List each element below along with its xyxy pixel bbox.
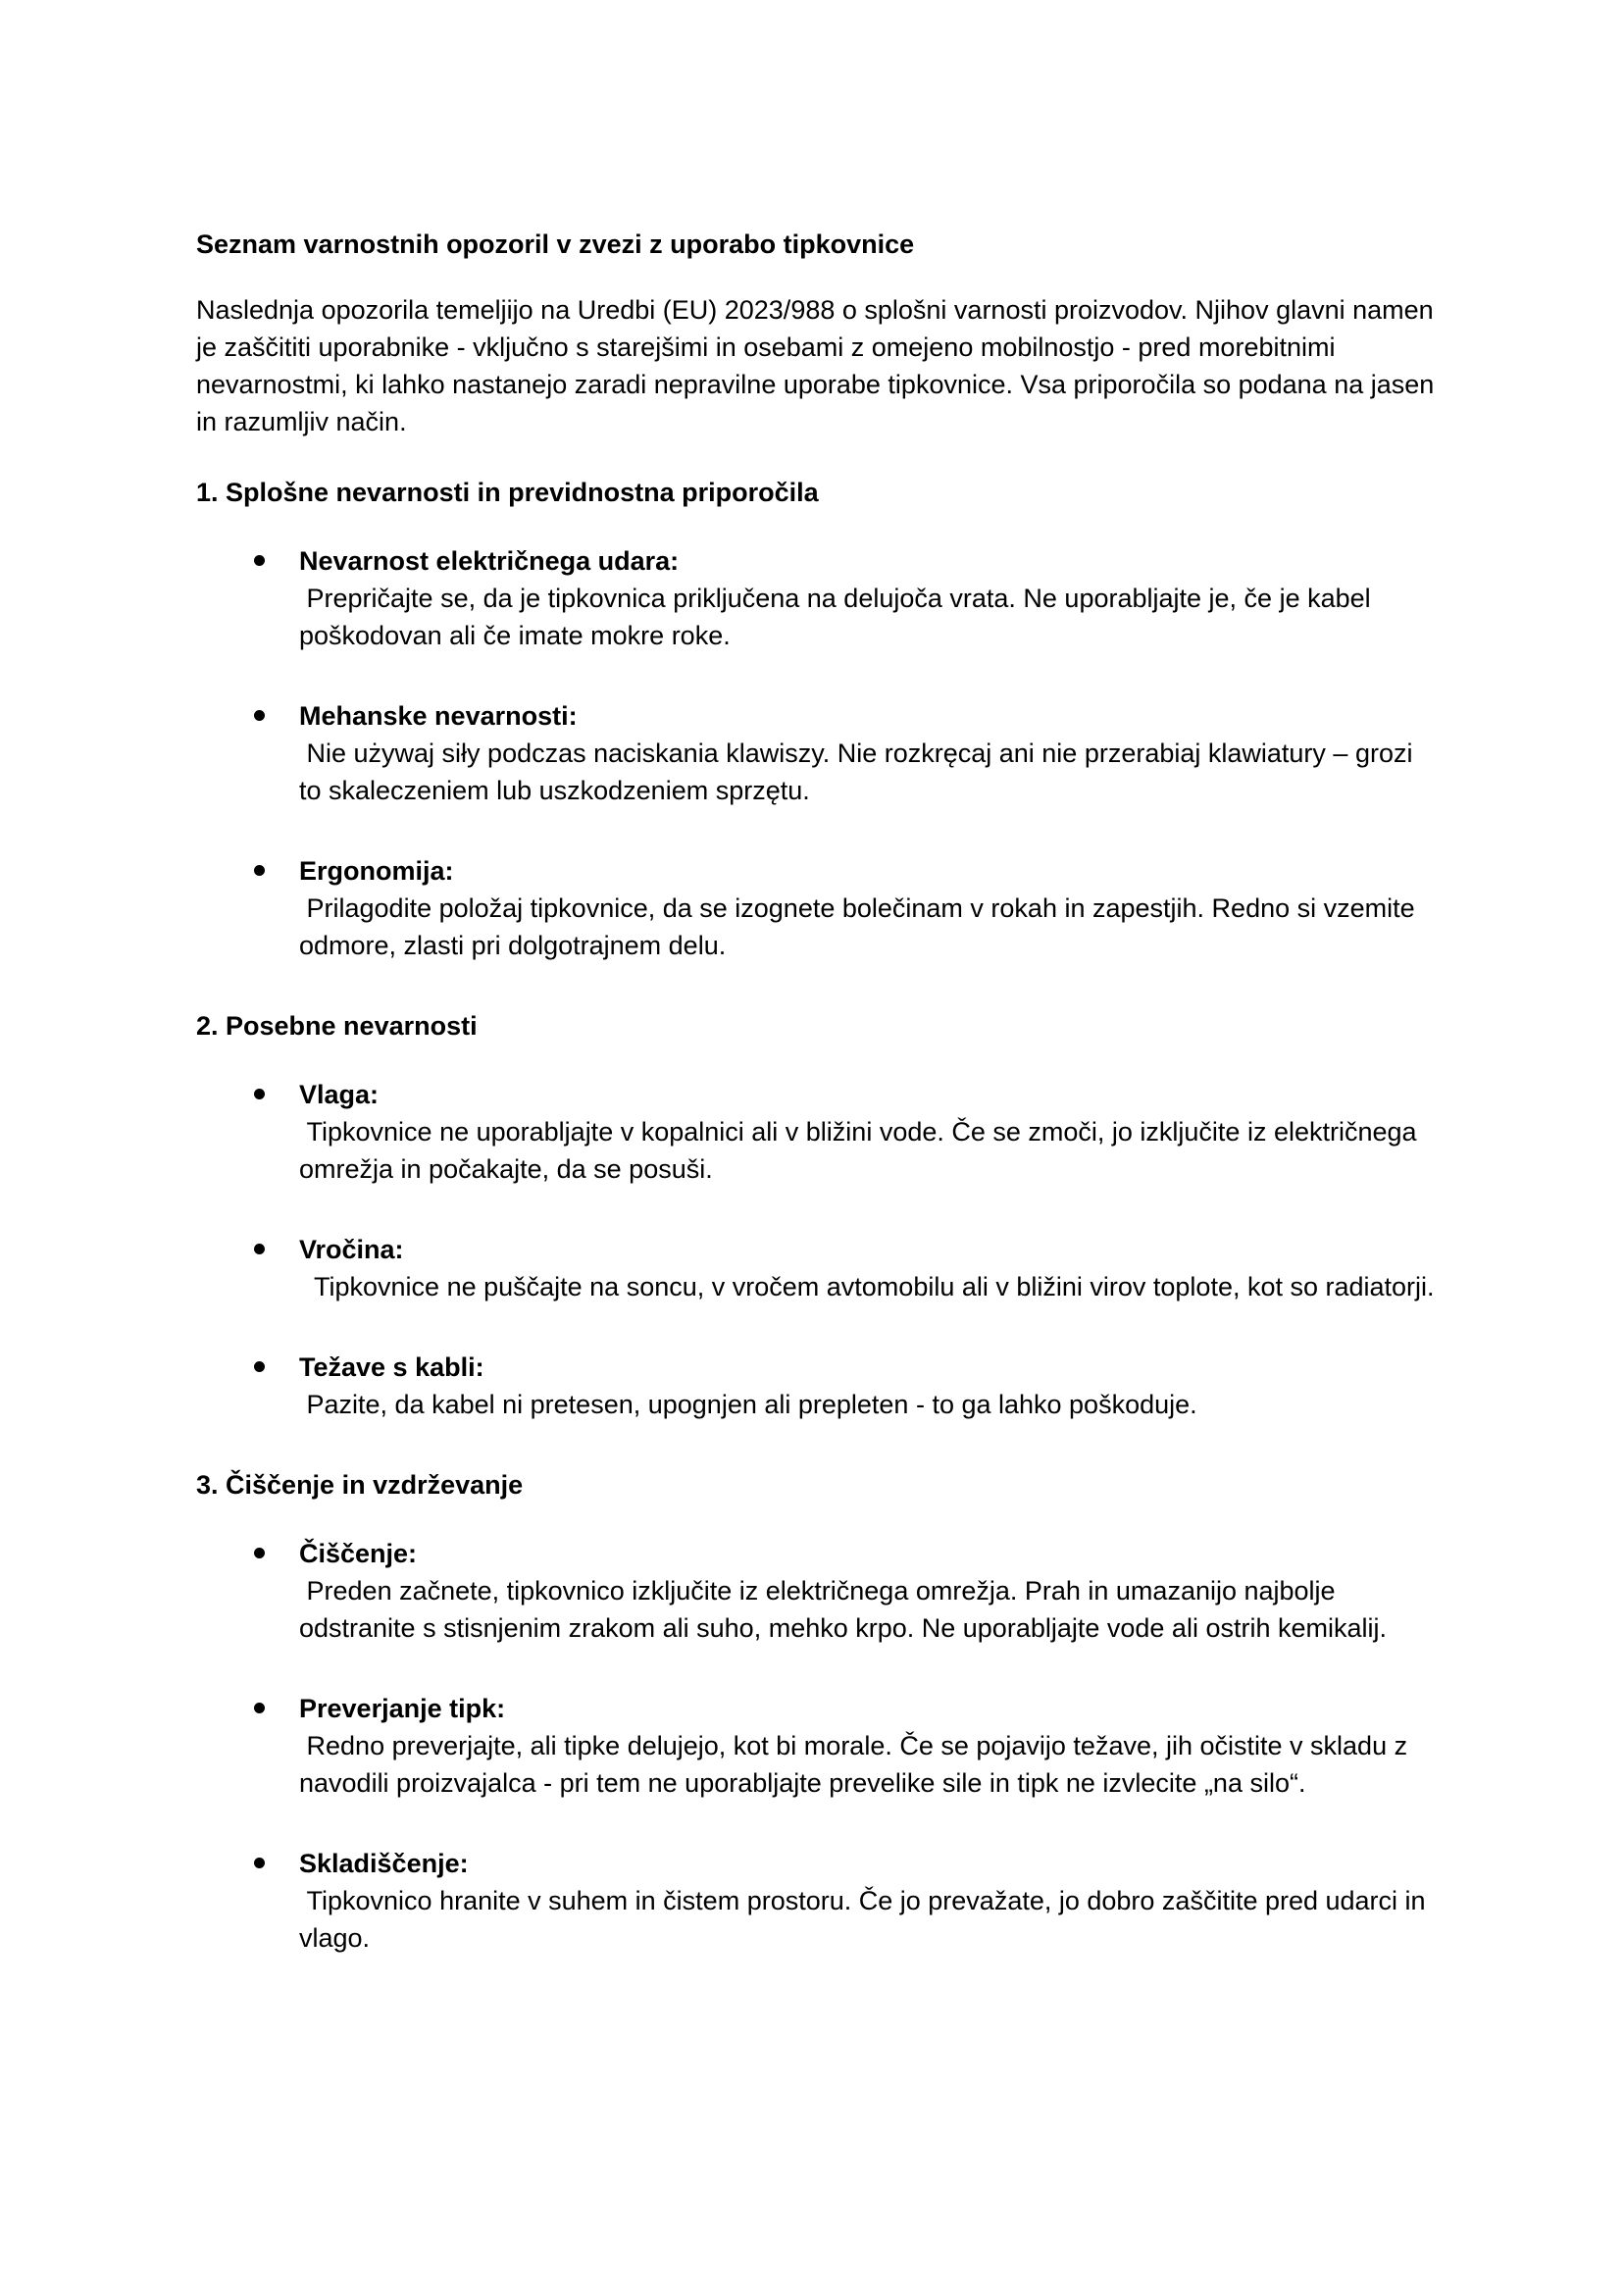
list-item [299, 697, 1438, 809]
section-cleaning-maintenance [196, 1466, 1438, 1957]
section-1-list [196, 542, 1438, 964]
bullet-icon [254, 1858, 265, 1868]
list-item [299, 1845, 1438, 1957]
list-item [299, 1231, 1438, 1305]
bullet-icon [254, 865, 265, 876]
section-2-list [196, 1076, 1438, 1423]
item-text: Tipkovnice ne puščajte na soncu, v vročem avtomobilu ali v bližini virov toplote, kot so radiatorji. [299, 1272, 1435, 1301]
item-label: Ergonomija: [299, 856, 454, 886]
bullet-icon [254, 710, 265, 721]
item-text: Tipkovnico hranite v suhem in čistem prostoru. Če jo prevažate, jo dobro zaščitite pred udarci in vlago. [299, 1886, 1434, 1953]
bullet-icon [254, 1361, 265, 1372]
intro-paragraph: Naslednja opozorila temeljijo na Uredbi (EU) 2023/988 o splošni varnosti proizvodov. Njihov glavni namen je zaščititi uporabnike - vključno s starejšimi in osebami z omejeno mobilnostjo - pred morebitnimi nevarnostmi, ki lahko nastanejo zaradi nepravilne uporabe tipkovnice. Vsa priporočila so podana na jasen in razumljiv način. [196, 295, 1442, 436]
bullet-icon [254, 1548, 265, 1558]
section-3-list [196, 1535, 1438, 1957]
bullet-icon [254, 1089, 265, 1099]
bullet-icon [254, 1703, 265, 1713]
list-item [299, 1690, 1438, 1802]
section-general-hazards [196, 474, 1438, 964]
item-text: Tipkovnice ne uporabljajte v kopalnici ali v bližini vode. Če se zmoči, jo izključite iz električnega omrežja in počakajte, da se posuši. [299, 1117, 1425, 1184]
item-label: Težave s kabli: [299, 1352, 484, 1382]
section-3-heading: 3. Čiščenje in vzdrževanje [196, 1470, 524, 1500]
item-text: Prepričajte se, da je tipkovnica priključena na delujoča vrata. Ne uporabljajte je, če je kabel poškodovan ali če imate mokre roke. [299, 584, 1379, 650]
item-label: Vročina: [299, 1235, 404, 1264]
list-item [299, 1349, 1438, 1423]
item-label: Vlaga: [299, 1080, 380, 1109]
section-2-heading: 2. Posebne nevarnosti [196, 1011, 478, 1041]
item-text: Preden začnete, tipkovnico izključite iz električnega omrežja. Prah in umazanijo najbolje odstranite s stisnjenim zrakom ali suho, mehko krpo. Ne uporabljajte vode ali ostrih kemikalij. [299, 1576, 1387, 1643]
item-label: Čiščenje: [299, 1539, 418, 1568]
item-label: Mehanske nevarnosti: [299, 701, 578, 731]
list-item [299, 1076, 1438, 1188]
list-item [299, 542, 1438, 654]
item-label: Nevarnost električnega udara: [299, 546, 680, 576]
bullet-icon [254, 555, 265, 566]
item-label: Skladiščenje: [299, 1849, 469, 1878]
section-1-heading: 1. Splošne nevarnosti in previdnostna priporočila [196, 478, 819, 507]
document-title: Seznam varnostnih opozoril v zvezi z uporabo tipkovnice [196, 229, 915, 259]
item-text: Nie używaj siły podczas naciskania klawiszy. Nie rozkręcaj ani nie przerabiaj klawiatury – grozi to skaleczeniem lub uszkodzeniem sprzętu. [299, 739, 1420, 805]
bullet-icon [254, 1244, 265, 1254]
item-label: Preverjanje tipk: [299, 1694, 506, 1723]
item-text: Redno preverjajte, ali tipke delujejo, kot bi morale. Če se pojavijo težave, jih očistite v skladu z navodili proizvajalca - pri tem ne uporabljajte prevelike sile in tipk ne izvlecite „na silo“. [299, 1731, 1415, 1798]
list-item [299, 1535, 1438, 1647]
item-text: Pazite, da kabel ni pretesen, upognjen ali prepleten - to ga lahko poškoduje. [299, 1390, 1197, 1419]
section-special-hazards [196, 1007, 1438, 1423]
list-item [299, 852, 1438, 964]
item-text: Prilagodite položaj tipkovnice, da se izognete bolečinam v rokah in zapestjih. Redno si vzemite odmore, zlasti pri dolgotrajnem delu. [299, 893, 1423, 960]
